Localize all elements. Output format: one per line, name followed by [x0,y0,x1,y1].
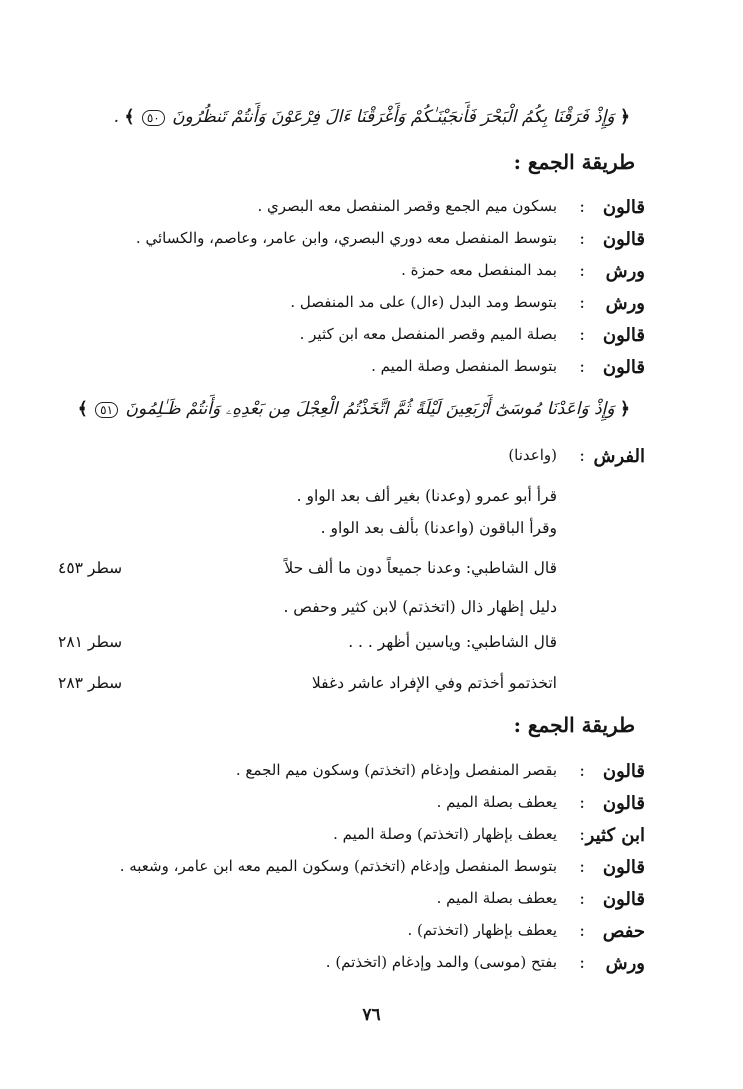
separator: : [579,197,585,217]
reading-row [0,953,743,983]
verse-close-bracket: ﴾ [124,107,135,127]
reading-text: بسكون ميم الجمع وقصر المنفصل معه البصري . [257,197,557,215]
reading-text: بفتح (موسى) والمد وإدغام (اتخذتم) . [325,953,557,971]
separator: : [579,446,585,466]
reader-name: ورش [605,261,645,282]
separator: : [579,857,585,877]
line-reference: سطر ٢٨٣ [58,674,123,692]
separator: : [579,889,585,909]
reading-text: يعطف بإظهار (اتخذتم) . [407,921,557,939]
reader-name: قالون [602,793,645,814]
verse-open-bracket: ﴿ [620,399,630,419]
separator: : [579,357,585,377]
reading-text: بتوسط ومد البدل (ءال) على مد المنفصل . [290,293,557,311]
reading-text: بصلة الميم وقصر المنفصل معه ابن كثير . [299,325,557,343]
section-title-jam: طريقة الجمع : [513,150,635,174]
shatibi-quote: قال الشاطبي: وياسين أظهر . . . [348,633,557,651]
reading-text: يعطف بصلة الميم . [436,889,557,907]
reader-name: قالون [602,889,645,910]
farsh-line: دليل إظهار ذال (اتخذتم) لابن كثير وحفص . [283,598,557,616]
shatibi-quote: قال الشاطبي: وعدنا جميعاً دون ما ألف حلاً [284,559,557,577]
reader-name: ورش [605,293,645,314]
reading-row [0,857,743,887]
separator: : [579,229,585,249]
reader-name: قالون [602,325,645,346]
verse-text: وَإِذْ وَاعَدْنَا مُوسَىٰٓ أَرْبَعِينَ لَيْلَةً ثُمَّ اتَّخَذْتُمُ الْعِجْلَ مِن بَعْدِهِۦ وَأَنتُمْ ظَـٰلِمُونَ [125,399,615,419]
farsh-line: وقرأ الباقون (واعدنا) بألف بعد الواو . [320,519,557,537]
verse-number: ٥١ [95,402,118,418]
reading-text: بمد المنفصل معه حمزة . [401,261,557,279]
quran-verse-51 [77,398,630,419]
reading-row [0,261,743,291]
verse-close-bracket: ﴾ [77,399,88,419]
reading-row [0,325,743,355]
reader-name: ابن كثير [585,825,645,846]
reading-text: بتوسط المنفصل وصلة الميم . [371,357,557,375]
page-number: ٧٦ [362,1005,381,1025]
reading-row [0,357,743,387]
separator: : [579,325,585,345]
reading-row [0,793,743,823]
shatibi-quote: اتخذتمو أخذتم وفي الإفراد عاشر دغفلا [311,674,557,692]
reader-name: قالون [602,197,645,218]
farsh-line: قرأ أبو عمرو (وعدنا) بغير ألف بعد الواو . [296,487,557,505]
verse-text: وَإِذْ فَرَقْنَا بِكُمُ الْبَحْرَ فَأَنجَيْنَـٰكُمْ وَأَغْرَقْنَا ءَالَ فِرْعَوْنَ وَأَنتُمْ تَنظُرُونَ [172,107,615,127]
farsh-label: الفرش [593,446,645,467]
reading-row [0,293,743,323]
reading-row [0,761,743,791]
farsh-word: (واعدنا) [508,446,557,464]
separator: : [579,953,585,973]
reading-row [0,197,743,227]
separator: : [579,293,585,313]
reading-text: بقصر المنفصل وإدغام (اتخذتم) وسكون ميم الجمع . [235,761,557,779]
reading-text: يعطف بصلة الميم . [436,793,557,811]
reader-name: قالون [602,229,645,250]
line-reference: سطر ٢٨١ [58,633,123,651]
reading-text: بتوسط المنفصل وإدغام (اتخذتم) وسكون الميم معه ابن عامر، وشعبه . [119,857,557,875]
reader-name: قالون [602,357,645,378]
line-reference: سطر ٤٥٣ [58,559,123,577]
reading-row [0,229,743,259]
reading-text: يعطف بإظهار (اتخذتم) وصلة الميم . [333,825,557,843]
reader-name: قالون [602,761,645,782]
reader-name: قالون [602,857,645,878]
section-title-jam: طريقة الجمع : [513,713,635,737]
verse-end-dot: . [113,107,120,127]
reader-name: حفص [602,921,645,942]
separator: : [579,825,585,845]
reading-row [0,825,743,855]
separator: : [579,261,585,281]
reading-row [0,921,743,951]
reading-row [0,889,743,919]
separator: : [579,761,585,781]
separator: : [579,793,585,813]
quran-verse-50 [80,106,630,127]
reading-text: بتوسط المنفصل معه دوري البصري، وابن عامر، وعاصم، والكسائي . [135,229,557,247]
verse-open-bracket: ﴿ [620,107,630,127]
reader-name: ورش [605,953,645,974]
verse-number: ٥٠ [142,110,165,126]
farsh-row [0,446,743,476]
separator: : [579,921,585,941]
